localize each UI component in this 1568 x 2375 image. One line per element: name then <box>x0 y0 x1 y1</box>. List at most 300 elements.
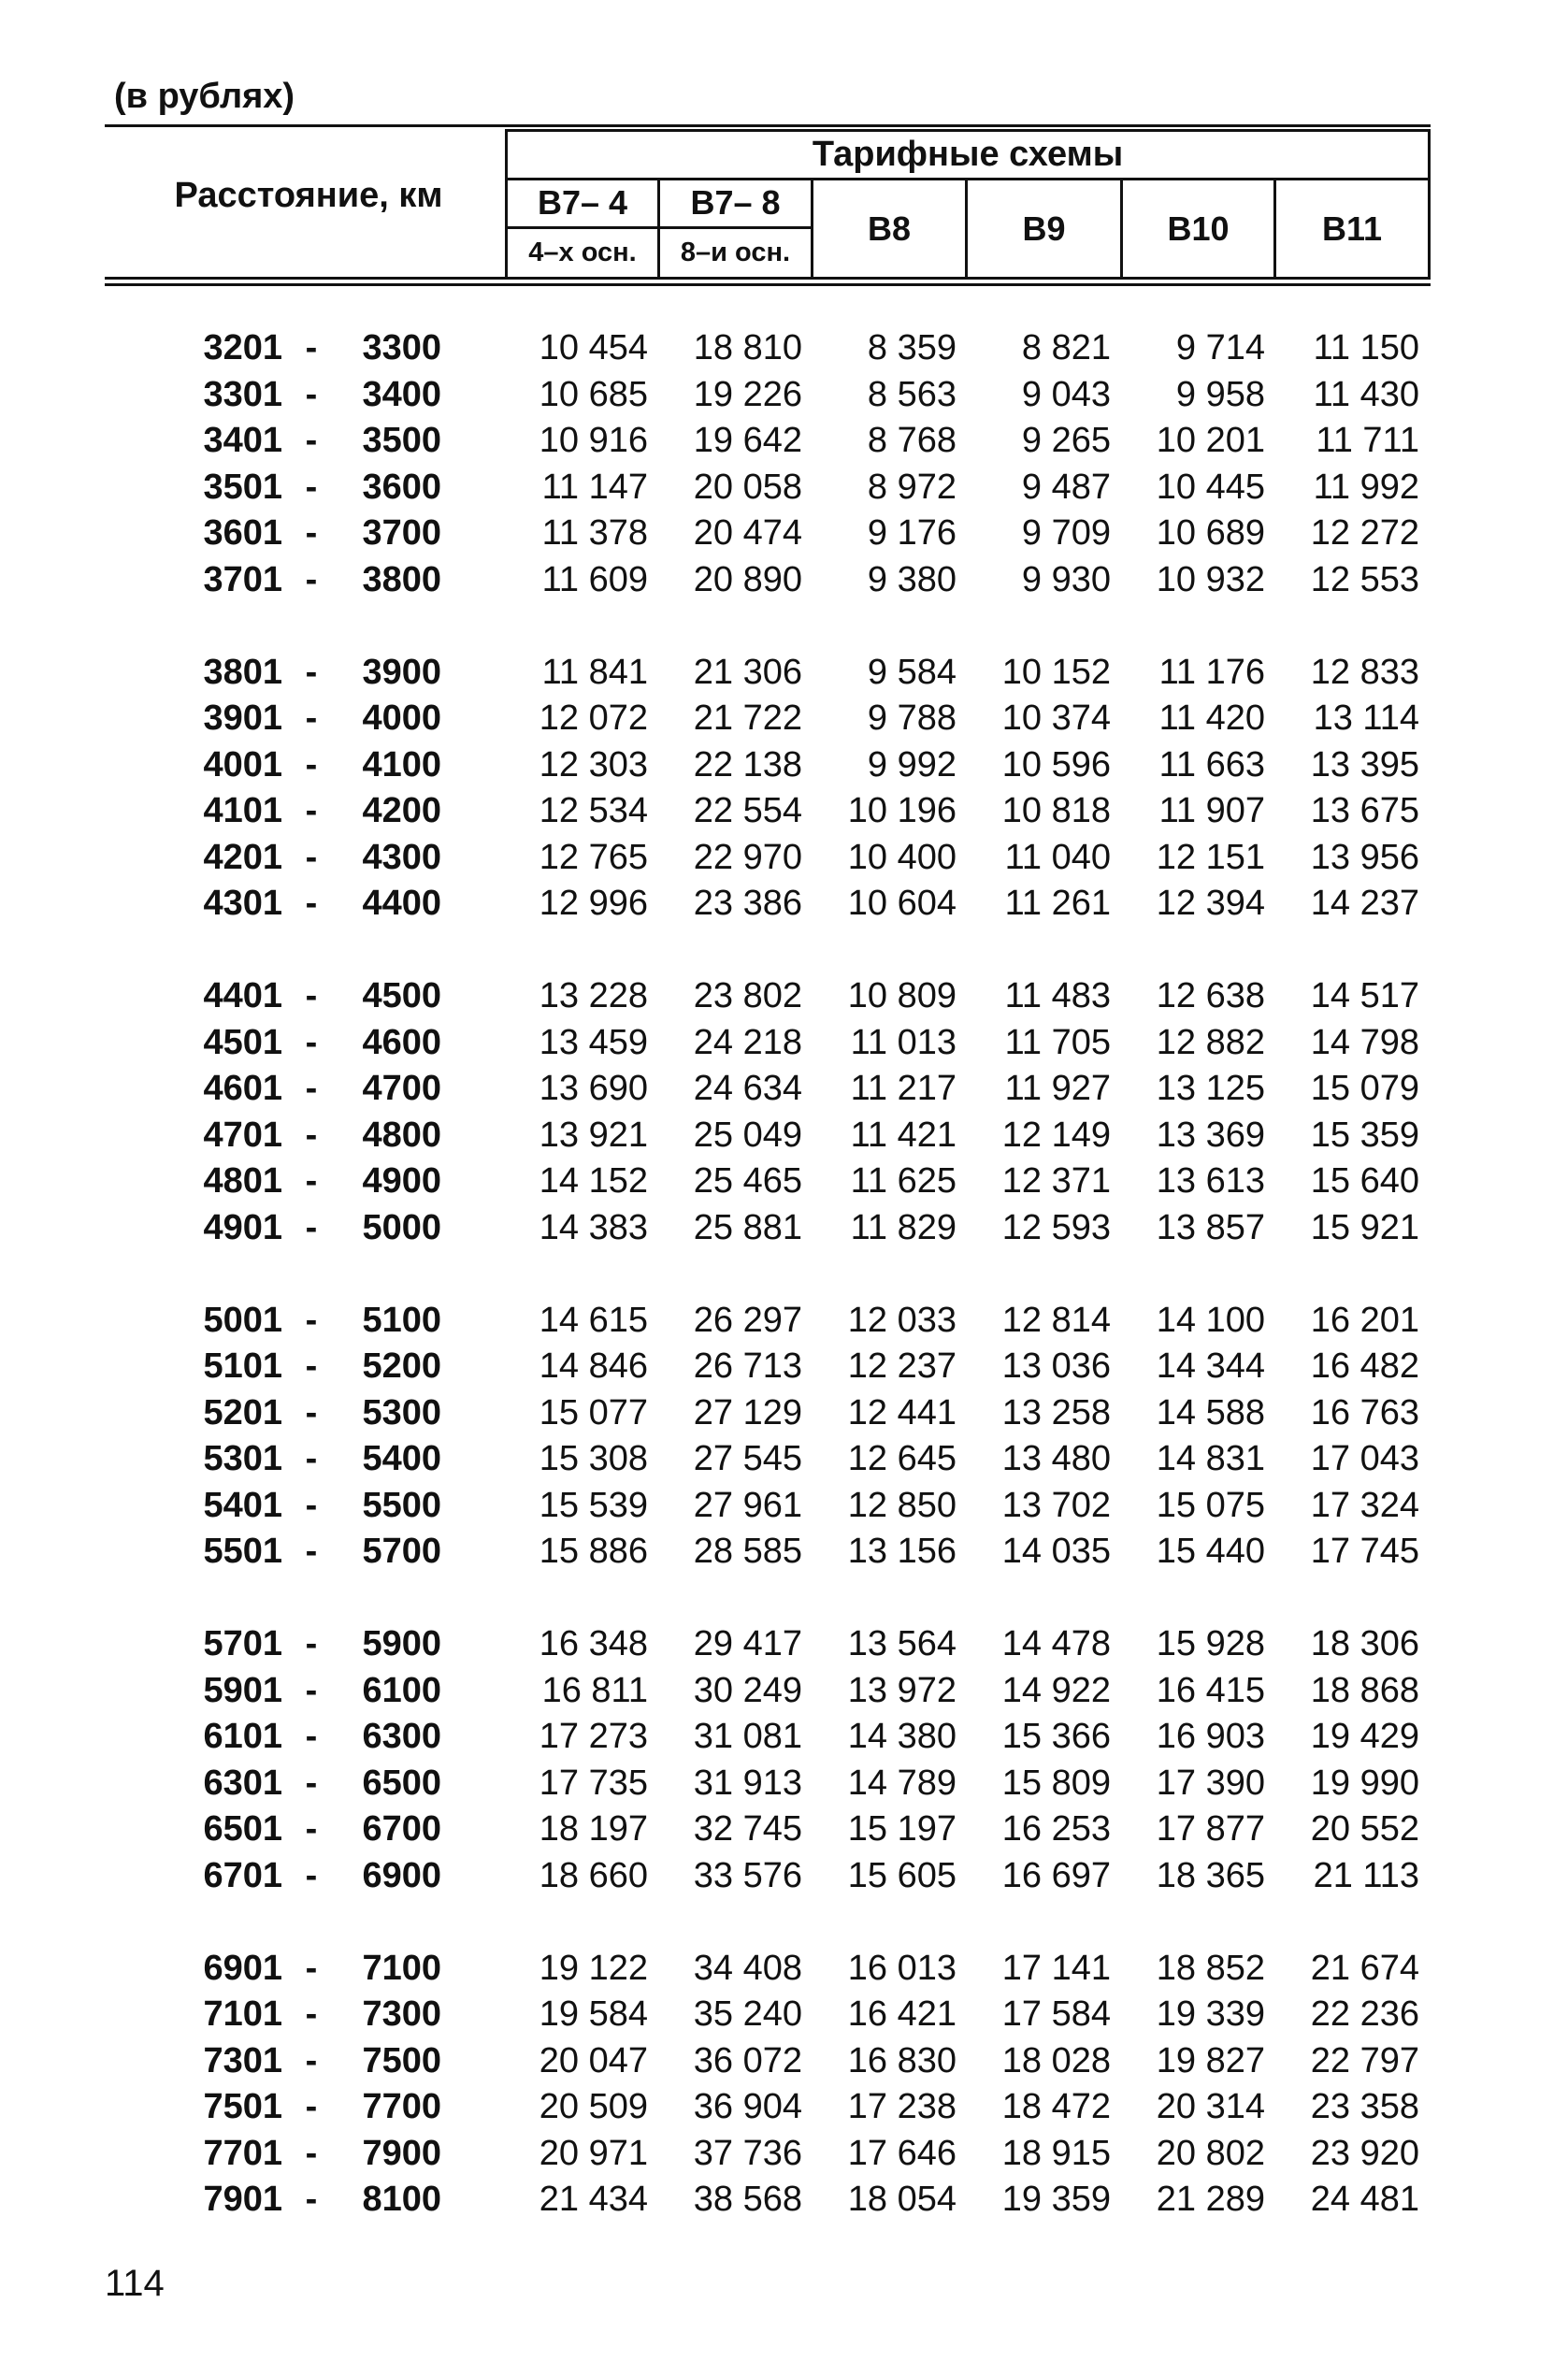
distance-dash: - <box>305 1717 318 1756</box>
tariff-value: 18 852 <box>1156 1948 1265 1988</box>
distance-from: 4101 <box>203 791 282 830</box>
tariff-value: 13 036 <box>1001 1346 1111 1386</box>
distance-to: 5500 <box>362 1485 441 1525</box>
tariff-value: 11 992 <box>1313 467 1419 507</box>
tariff-schemes-header: Тарифные схемы <box>812 135 1124 174</box>
distance-to: 3300 <box>362 328 441 367</box>
distance-to: 5200 <box>362 1346 441 1386</box>
tariff-value: 12 149 <box>1001 1115 1111 1155</box>
tariff-value: 16 697 <box>1001 1855 1111 1895</box>
distance-from: 7701 <box>203 2133 282 2173</box>
distance-from: 7301 <box>203 2040 282 2080</box>
tariff-value: 11 421 <box>850 1115 957 1155</box>
table-row <box>0 650 1568 697</box>
tariff-value: 10 932 <box>1156 559 1265 599</box>
distance-dash: - <box>305 2180 318 2219</box>
tariff-value: 10 152 <box>1001 652 1111 692</box>
tariff-value: 9 265 <box>1021 421 1111 460</box>
tariff-value: 24 481 <box>1310 2180 1419 2219</box>
header-bottom-rule-1 <box>105 277 1431 280</box>
col-b7-4-header: В7– 4 <box>537 183 628 222</box>
row-group <box>0 1946 1568 2224</box>
tariff-value: 14 615 <box>539 1300 648 1340</box>
tariff-value: 19 642 <box>693 421 802 460</box>
distance-dash: - <box>305 1392 318 1432</box>
tariff-value: 23 920 <box>1310 2133 1419 2173</box>
table-row <box>0 1946 1568 1993</box>
tariff-value: 35 240 <box>693 1994 802 2034</box>
tariff-value: 17 273 <box>539 1717 648 1756</box>
unit-caption: (в рублях) <box>114 77 295 116</box>
tariff-value: 10 604 <box>847 884 957 923</box>
distance-dash: - <box>305 1532 318 1571</box>
tariff-value: 11 705 <box>1004 1022 1111 1062</box>
tariff-value: 37 736 <box>693 2133 802 2173</box>
tariff-value: 13 395 <box>1310 744 1419 784</box>
tariff-value: 12 882 <box>1156 1022 1265 1062</box>
tariff-value: 11 176 <box>1158 652 1265 692</box>
distance-to: 3800 <box>362 559 441 599</box>
tariff-value: 13 564 <box>847 1624 957 1663</box>
table-row <box>0 418 1568 465</box>
table-row <box>0 1066 1568 1113</box>
tariff-value: 9 043 <box>1021 374 1111 414</box>
tariff-value: 17 646 <box>847 2133 957 2173</box>
tariff-value: 14 789 <box>847 1763 957 1803</box>
tariff-value: 10 374 <box>1001 698 1111 738</box>
tariff-value: 25 049 <box>693 1115 802 1155</box>
distance-from: 4801 <box>203 1161 282 1201</box>
distance-dash: - <box>305 976 318 1015</box>
tariff-value: 11 927 <box>1004 1069 1111 1108</box>
tariff-value: 11 150 <box>1313 328 1419 367</box>
tariff-value: 11 907 <box>1158 791 1265 830</box>
tariff-value: 13 690 <box>539 1069 648 1108</box>
tariff-value: 22 554 <box>693 791 802 830</box>
distance-dash: - <box>305 884 318 923</box>
tariff-value: 27 129 <box>693 1392 802 1432</box>
distance-to: 5000 <box>362 1207 441 1247</box>
distance-dash: - <box>305 1994 318 2034</box>
tariff-value: 12 151 <box>1156 837 1265 877</box>
table-row <box>0 1344 1568 1390</box>
table-row <box>0 2038 1568 2085</box>
distance-from: 6101 <box>203 1717 282 1756</box>
table-row <box>0 1205 1568 1252</box>
distance-to: 5300 <box>362 1392 441 1432</box>
tariff-value: 18 810 <box>693 328 802 367</box>
distance-to: 6900 <box>362 1855 441 1895</box>
distance-to: 7100 <box>362 1948 441 1988</box>
distance-dash: - <box>305 421 318 460</box>
tariff-value: 16 201 <box>1310 1300 1419 1340</box>
tariff-value: 9 930 <box>1021 559 1111 599</box>
table-row <box>0 696 1568 742</box>
tariff-value: 19 584 <box>539 1994 648 2034</box>
distance-from: 3801 <box>203 652 282 692</box>
distance-dash: - <box>305 559 318 599</box>
tariff-value: 18 472 <box>1001 2087 1111 2126</box>
tariff-value: 13 921 <box>539 1115 648 1155</box>
distance-dash: - <box>305 698 318 738</box>
tariff-value: 32 745 <box>693 1809 802 1849</box>
distance-from: 4001 <box>203 744 282 784</box>
tariff-value: 10 809 <box>847 976 957 1015</box>
tariff-value: 16 253 <box>1001 1809 1111 1849</box>
tariff-value: 19 339 <box>1156 1994 1265 2034</box>
tariff-value: 15 366 <box>1001 1717 1111 1756</box>
tariff-value: 13 459 <box>539 1022 648 1062</box>
distance-dash: - <box>305 1439 318 1478</box>
distance-dash: - <box>305 1022 318 1062</box>
distance-dash: - <box>305 1161 318 1201</box>
tariff-value: 12 645 <box>847 1439 957 1478</box>
tariff-value: 14 237 <box>1310 884 1419 923</box>
table-row <box>0 1483 1568 1530</box>
tariff-value: 11 147 <box>541 467 648 507</box>
tariff-value: 21 113 <box>1313 1855 1419 1895</box>
tariff-value: 8 972 <box>867 467 957 507</box>
tariff-value: 18 660 <box>539 1855 648 1895</box>
distance-to: 4900 <box>362 1161 441 1201</box>
tariff-value: 31 913 <box>693 1763 802 1803</box>
distance-to: 6700 <box>362 1809 441 1849</box>
distance-dash: - <box>305 1346 318 1386</box>
distance-to: 8100 <box>362 2180 441 2219</box>
distance-to: 4300 <box>362 837 441 877</box>
distance-dash: - <box>305 2087 318 2126</box>
row-group <box>0 650 1568 928</box>
tariff-value: 10 916 <box>539 421 648 460</box>
tariff-value: 36 904 <box>693 2087 802 2126</box>
tariff-value: 11 378 <box>541 513 648 553</box>
tariff-value: 15 928 <box>1156 1624 1265 1663</box>
tariff-value: 13 480 <box>1001 1439 1111 1478</box>
tariff-value: 14 831 <box>1156 1439 1265 1478</box>
distance-to: 3900 <box>362 652 441 692</box>
tariff-value: 23 802 <box>693 976 802 1015</box>
tariff-value: 27 961 <box>693 1485 802 1525</box>
table-row <box>0 881 1568 928</box>
table-row <box>0 372 1568 419</box>
tariff-value: 19 429 <box>1310 1717 1419 1756</box>
tariff-value: 11 625 <box>850 1161 957 1201</box>
tariff-value: 24 218 <box>693 1022 802 1062</box>
table-row <box>0 1390 1568 1437</box>
distance-to: 7700 <box>362 2087 441 2126</box>
header-top-rule <box>105 124 1431 127</box>
tariff-value: 18 365 <box>1156 1855 1265 1895</box>
table-row <box>0 1159 1568 1205</box>
distance-dash: - <box>305 374 318 414</box>
table-row <box>0 1714 1568 1761</box>
distance-to: 4500 <box>362 976 441 1015</box>
tariff-value: 12 072 <box>539 698 648 738</box>
distance-from: 3601 <box>203 513 282 553</box>
table-row <box>0 1806 1568 1853</box>
tariff-value: 16 348 <box>539 1624 648 1663</box>
tariff-value: 19 827 <box>1156 2040 1265 2080</box>
table-row <box>0 1761 1568 1807</box>
tariff-value: 13 228 <box>539 976 648 1015</box>
tariff-value: 14 798 <box>1310 1022 1419 1062</box>
distance-from: 6501 <box>203 1809 282 1849</box>
tariff-value: 16 763 <box>1310 1392 1419 1432</box>
tariff-value: 10 689 <box>1156 513 1265 553</box>
tariff-value: 11 663 <box>1158 744 1265 784</box>
tariff-value: 12 996 <box>539 884 648 923</box>
tariff-value: 11 829 <box>850 1207 957 1247</box>
tariff-value: 15 886 <box>539 1532 648 1571</box>
tariff-value: 15 605 <box>847 1855 957 1895</box>
table-row <box>0 1668 1568 1715</box>
tariff-value: 16 421 <box>847 1994 957 2034</box>
col-b8-header: В8 <box>867 209 912 248</box>
tariff-value: 12 814 <box>1001 1300 1111 1340</box>
tariff-value: 10 445 <box>1156 467 1265 507</box>
tariff-value: 9 788 <box>867 698 957 738</box>
distance-dash: - <box>305 837 318 877</box>
tariff-value: 11 711 <box>1316 421 1419 460</box>
tariff-value: 20 971 <box>539 2133 648 2173</box>
tariff-value: 11 420 <box>1158 698 1265 738</box>
tariff-value: 14 517 <box>1310 976 1419 1015</box>
table-row <box>0 465 1568 511</box>
tariff-value: 21 722 <box>693 698 802 738</box>
tariff-value: 16 903 <box>1156 1717 1265 1756</box>
distance-to: 5900 <box>362 1624 441 1663</box>
tariff-value: 14 035 <box>1001 1532 1111 1571</box>
tariff-value: 28 585 <box>693 1532 802 1571</box>
tariff-value: 26 297 <box>693 1300 802 1340</box>
tariff-value: 8 359 <box>867 328 957 367</box>
tariff-value: 15 359 <box>1310 1115 1419 1155</box>
tariff-value: 16 830 <box>847 2040 957 2080</box>
distance-to: 3600 <box>362 467 441 507</box>
distance-to: 4800 <box>362 1115 441 1155</box>
tariff-value: 24 634 <box>693 1069 802 1108</box>
table-row <box>0 1113 1568 1159</box>
tariff-value: 18 868 <box>1310 1670 1419 1710</box>
distance-dash: - <box>305 1069 318 1108</box>
tariff-value: 17 390 <box>1156 1763 1265 1803</box>
tariff-value: 15 809 <box>1001 1763 1111 1803</box>
tariff-value: 8 563 <box>867 374 957 414</box>
tariff-value: 10 685 <box>539 374 648 414</box>
col-b7-8-subheader: 8–и осн. <box>680 238 791 267</box>
col-b10-header: В10 <box>1167 209 1230 248</box>
distance-from: 4401 <box>203 976 282 1015</box>
tariff-value: 11 841 <box>541 652 648 692</box>
tariff-value: 11 430 <box>1313 374 1419 414</box>
distance-to: 5700 <box>362 1532 441 1571</box>
distance-to: 7500 <box>362 2040 441 2080</box>
tariff-value: 14 100 <box>1156 1300 1265 1340</box>
tariff-value: 20 314 <box>1156 2087 1265 2126</box>
tariff-value: 12 272 <box>1310 513 1419 553</box>
tariff-value: 20 802 <box>1156 2133 1265 2173</box>
distance-dash: - <box>305 1485 318 1525</box>
tariff-value: 14 152 <box>539 1161 648 1201</box>
tariff-value: 12 850 <box>847 1485 957 1525</box>
distance-dash: - <box>305 1670 318 1710</box>
tariff-value: 13 857 <box>1156 1207 1265 1247</box>
tariff-value: 30 249 <box>693 1670 802 1710</box>
tariff-value: 10 454 <box>539 328 648 367</box>
tariff-value: 14 380 <box>847 1717 957 1756</box>
col-b11-header: В11 <box>1321 209 1383 248</box>
distance-dash: - <box>305 1624 318 1663</box>
distance-to: 4000 <box>362 698 441 738</box>
distance-dash: - <box>305 652 318 692</box>
distance-from: 4701 <box>203 1115 282 1155</box>
distance-from: 3301 <box>203 374 282 414</box>
tariff-value: 18 028 <box>1001 2040 1111 2080</box>
distance-to: 3500 <box>362 421 441 460</box>
distance-to: 4600 <box>362 1022 441 1062</box>
tariff-value: 22 236 <box>1310 1994 1419 2034</box>
tariff-value: 12 371 <box>1001 1161 1111 1201</box>
tariff-value: 10 400 <box>847 837 957 877</box>
distance-from: 6901 <box>203 1948 282 1988</box>
table-row <box>0 557 1568 604</box>
tariff-value: 9 176 <box>867 513 957 553</box>
tariff-value: 20 047 <box>539 2040 648 2080</box>
tariff-value: 11 013 <box>850 1022 957 1062</box>
tariff-value: 11 261 <box>1004 884 1111 923</box>
tariff-value: 13 156 <box>847 1532 957 1571</box>
tariff-value: 17 735 <box>539 1763 648 1803</box>
tariff-value: 10 201 <box>1156 421 1265 460</box>
distance-from: 4901 <box>203 1207 282 1247</box>
tariff-value: 12 534 <box>539 791 648 830</box>
tariff-value: 17 745 <box>1310 1532 1419 1571</box>
tariff-value: 15 077 <box>539 1392 648 1432</box>
distance-dash: - <box>305 791 318 830</box>
tariff-value: 21 289 <box>1156 2180 1265 2219</box>
tariff-value: 15 440 <box>1156 1532 1265 1571</box>
tariff-value: 13 613 <box>1156 1161 1265 1201</box>
tariff-table-body <box>0 325 1568 2269</box>
tariff-value: 20 058 <box>693 467 802 507</box>
tariff-value: 11 217 <box>850 1069 957 1108</box>
tariff-value: 17 877 <box>1156 1809 1265 1849</box>
table-row <box>0 1853 1568 1900</box>
tariff-value: 15 539 <box>539 1485 648 1525</box>
tariff-value: 12 553 <box>1310 559 1419 599</box>
distance-to: 3700 <box>362 513 441 553</box>
tariff-value: 14 344 <box>1156 1346 1265 1386</box>
tariff-value: 15 921 <box>1310 1207 1419 1247</box>
tariff-value: 12 394 <box>1156 884 1265 923</box>
tariff-value: 29 417 <box>693 1624 802 1663</box>
tariff-value: 33 576 <box>693 1855 802 1895</box>
tariff-value: 9 992 <box>867 744 957 784</box>
tariff-value: 14 383 <box>539 1207 648 1247</box>
tariff-value: 26 713 <box>693 1346 802 1386</box>
tariff-value: 14 922 <box>1001 1670 1111 1710</box>
tariff-value: 14 588 <box>1156 1392 1265 1432</box>
distance-to: 6500 <box>362 1763 441 1803</box>
distance-dash: - <box>305 2133 318 2173</box>
tariff-value: 15 079 <box>1310 1069 1419 1108</box>
tariff-value: 17 043 <box>1310 1439 1419 1478</box>
tariff-value: 18 915 <box>1001 2133 1111 2173</box>
table-row <box>0 1529 1568 1576</box>
distance-from: 3501 <box>203 467 282 507</box>
tariff-value: 12 033 <box>847 1300 957 1340</box>
tariff-value: 23 386 <box>693 884 802 923</box>
tariff-value: 13 369 <box>1156 1115 1265 1155</box>
tariff-value: 18 054 <box>847 2180 957 2219</box>
tariff-value: 36 072 <box>693 2040 802 2080</box>
tariff-value: 19 122 <box>539 1948 648 1988</box>
tariff-value: 12 441 <box>847 1392 957 1432</box>
tariff-value: 22 797 <box>1310 2040 1419 2080</box>
tariff-value: 8 821 <box>1021 328 1111 367</box>
tariff-value: 25 881 <box>693 1207 802 1247</box>
distance-dash: - <box>305 2040 318 2080</box>
distance-to: 4400 <box>362 884 441 923</box>
distance-from: 7501 <box>203 2087 282 2126</box>
distance-to: 7900 <box>362 2133 441 2173</box>
tariff-value: 13 675 <box>1310 791 1419 830</box>
distance-dash: - <box>305 1300 318 1340</box>
row-group <box>0 1298 1568 1576</box>
table-row <box>0 835 1568 882</box>
tariff-value: 14 478 <box>1001 1624 1111 1663</box>
distance-to: 6100 <box>362 1670 441 1710</box>
tariff-value: 18 197 <box>539 1809 648 1849</box>
tariff-value: 20 552 <box>1310 1809 1419 1849</box>
distance-from: 5101 <box>203 1346 282 1386</box>
tariff-value: 12 833 <box>1310 652 1419 692</box>
tariff-value: 10 196 <box>847 791 957 830</box>
distance-to: 6300 <box>362 1717 441 1756</box>
table-row <box>0 742 1568 789</box>
distance-to: 5400 <box>362 1439 441 1478</box>
row-group <box>0 1621 1568 1899</box>
page-number: 114 <box>105 2263 165 2304</box>
table-row <box>0 1621 1568 1668</box>
tariff-value: 9 709 <box>1021 513 1111 553</box>
tariff-value: 12 237 <box>847 1346 957 1386</box>
tariff-value: 15 308 <box>539 1439 648 1478</box>
table-row <box>0 325 1568 372</box>
tariff-value: 21 674 <box>1310 1948 1419 1988</box>
distance-from: 6301 <box>203 1763 282 1803</box>
tariff-value: 20 890 <box>693 559 802 599</box>
tariff-value: 21 306 <box>693 652 802 692</box>
tariff-value: 16 811 <box>541 1670 648 1710</box>
tariff-value: 9 714 <box>1175 328 1265 367</box>
distance-from: 3401 <box>203 421 282 460</box>
tariff-value: 13 956 <box>1310 837 1419 877</box>
tariff-value: 23 358 <box>1310 2087 1419 2126</box>
distance-to: 5100 <box>362 1300 441 1340</box>
distance-to: 4100 <box>362 744 441 784</box>
tariff-value: 17 238 <box>847 2087 957 2126</box>
tariff-value: 12 765 <box>539 837 648 877</box>
distance-from: 5901 <box>203 1670 282 1710</box>
header-bottom-rule-2 <box>105 283 1431 286</box>
row-group <box>0 973 1568 1251</box>
distance-to: 7300 <box>362 1994 441 2034</box>
distance-from: 7901 <box>203 2180 282 2219</box>
table-row <box>0 788 1568 835</box>
tariff-value: 22 970 <box>693 837 802 877</box>
distance-dash: - <box>305 1855 318 1895</box>
